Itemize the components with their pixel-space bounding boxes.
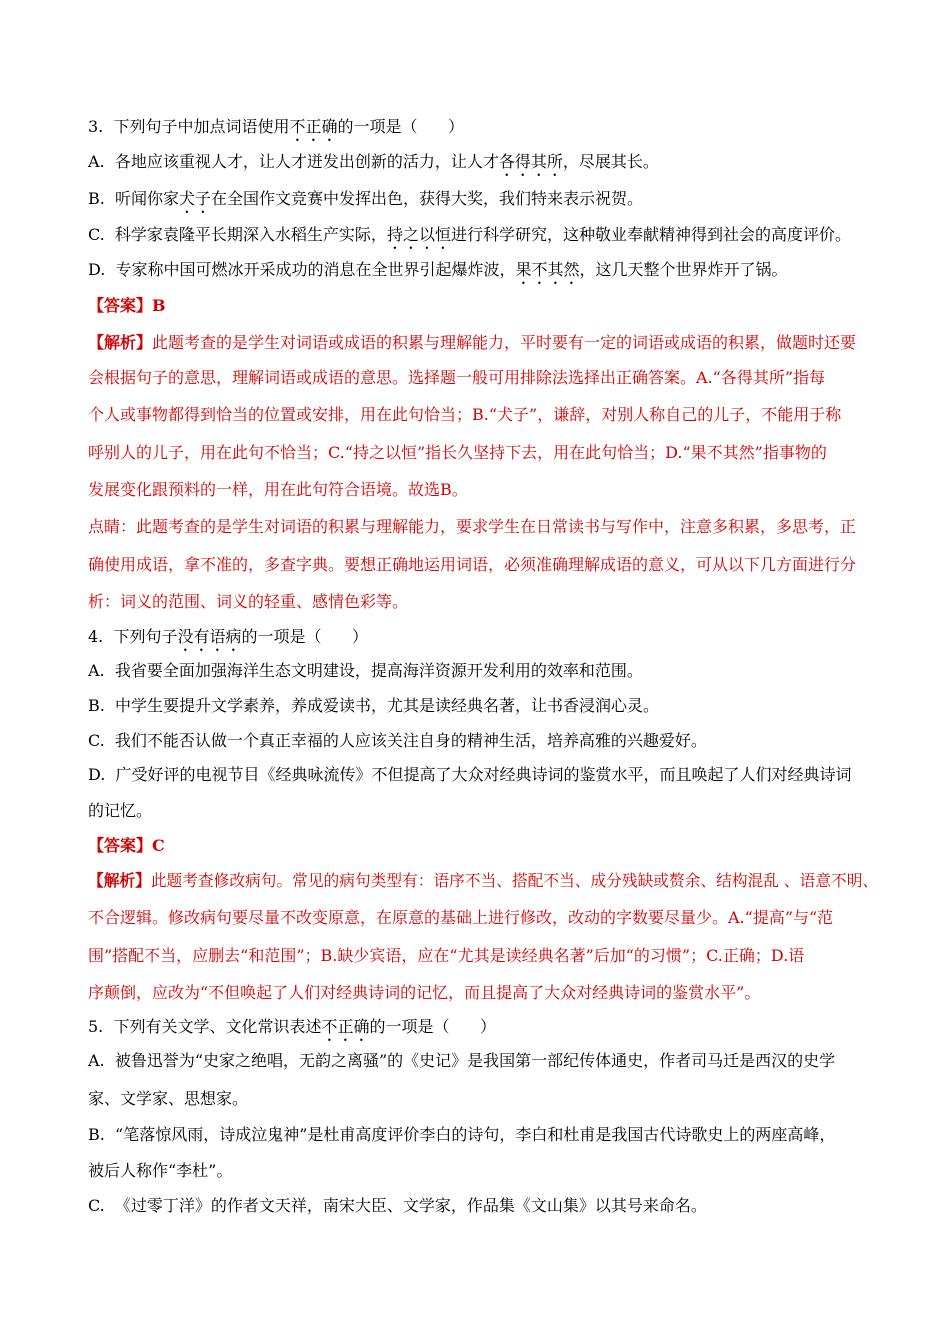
q3-option-d (88, 259, 788, 288)
q3-analysis-text: 此题考查的是学生对词语或成语的积累与理解能力，平时要有一定的词语或成语的积累，做题时还要 (152, 333, 857, 352)
q4-analysis-line-2: 不合逻辑。修改病句要尽量不改变原意，在原意的基础上进行修改，改动的字数要尽量少。A.“提高”与“范 (88, 908, 834, 927)
q5-option-b-line-1: B. “笔落惊风雨，诗成泣鬼神”是杜甫高度评价李白的诗句，李白和杜甫是我国古代诗歌史上的两座高峰， (88, 1125, 836, 1144)
q4-option-b: B. 中学生要提升文学素养，养成爱读书，尤其是读经典名著，让书香浸润心灵。 (88, 696, 660, 715)
q3-analysis-tag: 【解析】 (88, 333, 153, 352)
q5-option-a-line-1: A. 被鲁迅誉为“史家之绝唱，无韵之离骚”的《史记》是我国第一部纪传体通史，作者司马迁是西汉的史学 (88, 1051, 836, 1070)
q3-a-text: A. 各地应该重视人才，让人才迸发出创新的活力，让人才 (88, 152, 499, 171)
q3-analysis-line-2: 会根据句子的意思，理解词语或成语的意思。选择题一般可用排除法选择出正确答案。A.“各得其所”指每 (88, 368, 826, 387)
q4-analysis-text: 此题考查修改病句。常见的病句类型有：语序不当、搭配不当、成分残缺或赘余、结构混乱 、语意不明、 (150, 871, 879, 890)
q4-option-d-line-2: 的记忆。 (88, 801, 153, 820)
q4-answer: 【答案】C (88, 836, 165, 855)
q5-option-a-line-2: 家、文学家、思想家。 (88, 1089, 249, 1108)
q4-option-a: A. 我省要全面加强海洋生态文明建设，提高海洋资源开发利用的效率和范围。 (88, 661, 643, 680)
q3-tip-line-2: 确使用成语，拿不准的，多查字典。要想正确地运用词语，必须准确理解成语的意义，可从以下几方面进行分 (88, 555, 857, 574)
q4-stem-tail: 的一项是（ ） (241, 627, 368, 646)
q3-analysis-line-4: 呼别人的儿子，用在此句不恰当；C.“持之以恒”指长久坚持下去，用在此句恰当；D.“果不其然”指事物的 (88, 443, 827, 462)
q4-stem (88, 626, 368, 655)
q3-c-tail: 进行科学研究，这种敬业奉献精神得到社会的高度评价。 (450, 225, 851, 244)
q3-answer: 【答案】B (88, 296, 166, 315)
q3-c-text: C. 科学家袁隆平长期深入水稻生产实际， (88, 225, 387, 244)
q4-stem-emphasis: 没有语病 (177, 627, 242, 646)
q3-stem (88, 116, 464, 145)
q4-stem-text: 4. 下列句子 (88, 627, 178, 646)
q3-option-a (88, 151, 659, 180)
q4-analysis-line-3: 围”搭配不当，应删去“和范围”；B.缺少宾语，应在“尤其是读经典名著”后加“的习惯”；C.正确；D.语 (88, 946, 805, 965)
q5-stem-emphasis: 不正确 (321, 1017, 370, 1036)
q5-option-b-line-2: 被后人称作“李杜”。 (88, 1161, 233, 1180)
q4-analysis-line-4: 序颠倒，应改为“不但唤起了人们对经典诗词的记忆，而且提高了大众对经典诗词的鉴赏水平”。 (88, 983, 761, 1002)
q3-tip-line-1: 点睛：此题考查的是学生对词语的积累与理解能力，要求学生在日常读书与写作中，注意多积累，多思考，正 (88, 517, 857, 536)
q3-tip-line-3: 析：词义的范围、词义的轻重、感情色彩等。 (88, 592, 409, 611)
q3-b-text: B. 听闻你家 (88, 189, 180, 208)
q4-option-c: C. 我们不能否认做一个真正幸福的人应该关注自身的精神生活，培养高雅的兴趣爱好。 (88, 731, 707, 750)
q3-stem-emphasis: 不正确 (289, 117, 338, 136)
q3-a-tail: ，尽展其长。 (562, 152, 659, 171)
q3-option-b (88, 188, 643, 217)
q5-stem-text: 5. 下列有关文学、文化常识表述 (88, 1017, 322, 1036)
q5-stem-tail: 的一项是（ ） (369, 1017, 496, 1036)
q3-b-emphasis: 犬子 (179, 189, 212, 208)
q4-analysis-tag: 【解析】 (88, 871, 151, 890)
q3-stem-text: 3. 下列句子中加点词语使用 (88, 117, 290, 136)
q3-b-tail: 在全国作文竞赛中发挥出色，获得大奖，我们特来表示祝贺。 (211, 189, 644, 208)
q3-a-emphasis: 各得其所 (498, 152, 563, 171)
q3-stem-tail: 的一项是（ ） (337, 117, 464, 136)
q4-option-d-line-1: D. 广受好评的电视节目《经典咏流传》不但提高了大众对经典诗词的鉴赏水平，而且唤起了人们对经典诗词 (88, 765, 852, 784)
q3-analysis-line-1 (88, 332, 856, 354)
q3-d-tail: ，这几天整个世界炸开了锅。 (579, 260, 788, 279)
q3-d-emphasis: 果不其然 (515, 260, 580, 279)
q3-analysis-line-5: 发展变化跟预料的一样，用在此句符合语境。故选B。 (88, 480, 468, 499)
q3-c-emphasis: 持之以恒 (386, 225, 451, 244)
q5-option-c: C. 《过零丁洋》的作者文天祥，南宋大臣、文学家，作品集《文山集》以其号来命名。 (88, 1196, 707, 1215)
q3-analysis-line-3: 个人或事物都得到恰当的位置或安排，用在此句恰当；B.“犬子”，谦辞，对别人称自己的儿子，不能用于称 (88, 405, 842, 424)
q5-stem (88, 1016, 496, 1045)
q3-d-text: D. 专家称中国可燃冰开采成功的消息在全世界引起爆炸波， (88, 260, 516, 279)
q3-option-c (88, 224, 851, 253)
q4-analysis-line-1 (88, 870, 878, 892)
